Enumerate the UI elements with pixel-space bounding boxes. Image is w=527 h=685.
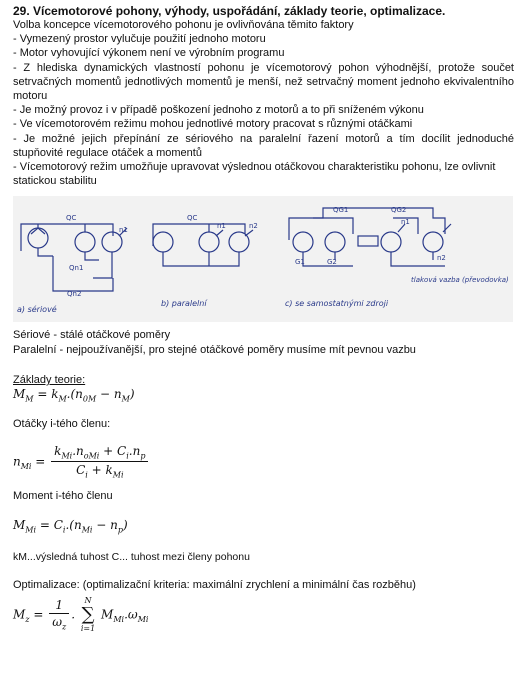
section-heading-theory: Základy teorie: <box>13 374 86 386</box>
formula-subscript: M <box>25 394 34 404</box>
pump-symbol <box>293 232 313 252</box>
formula-member-speed: $n_{Mi}$ = $\frac{k_{Mi}.n_{oMi} + C_i.n_p}{C_i + k_{Mi}}$ <box>13 444 150 480</box>
formula-subscript: Mi <box>81 525 93 535</box>
intro-line: - Z hlediska dynamických vlastností pohonu je vícemotorový pohon výhodnější, protože součet setrvačných momentů jednotlivých momentů je menší, než setrvačný moment jednoho ekvivalentního motoru <box>13 61 514 103</box>
formula-subscript: Mi <box>25 525 37 535</box>
intro-line: Volba koncepce vícemotorového pohonu je ovlivňována těmito faktory <box>13 19 354 31</box>
sketch-caption: b) paralelní <box>161 299 207 308</box>
formula-subscript: i <box>62 525 66 535</box>
formula-symbol: C <box>53 518 63 532</box>
motor-symbol <box>381 232 401 252</box>
formula-symbol: M <box>13 387 26 401</box>
notes <box>13 328 518 357</box>
formula-symbol: n <box>113 387 122 401</box>
formula-subscript: M <box>121 394 130 404</box>
sketch-label: n2 <box>249 222 258 230</box>
formula-symbol: n <box>75 387 83 401</box>
sketch-label: n1 <box>401 218 410 226</box>
sketch-parallel <box>153 214 258 308</box>
formula-symbol: ω <box>52 615 62 630</box>
sketch-label: n1 <box>217 222 226 230</box>
sketch-label: QG2 <box>391 206 407 214</box>
formula-subscript: z <box>25 614 30 624</box>
formula-limit: N <box>84 596 92 605</box>
formula-symbol: M <box>101 607 114 622</box>
sketch-caption: c) se samostatnými zdroji <box>285 299 389 308</box>
pump-symbol <box>325 232 345 252</box>
intro-line: - Motor vyhovující výkonem není ve výrobním programu <box>13 47 285 60</box>
sketch-note: tlaková vazba (převodovka) <box>411 276 509 284</box>
formula-subscript: oMi <box>83 451 100 461</box>
formula-symbol: n <box>132 444 141 458</box>
formula-symbol: M <box>13 607 26 622</box>
intro-line: - Je možný provoz i v případě poškození jednoho z motorů a to při sníženém výkonu <box>13 104 424 117</box>
pump-symbol <box>153 232 173 252</box>
formula-subscript: Mi <box>20 461 32 471</box>
sketch-separate-sources <box>285 206 509 308</box>
summation-sign: N ∑ i=1 <box>80 596 96 633</box>
label-moment: Moment i-tého členu <box>13 490 113 502</box>
formula-subscript: i <box>126 451 129 461</box>
formula-symbol: C <box>117 444 127 458</box>
formula-symbol: n <box>73 518 82 532</box>
page-title: 29. Vícemotorové pohony, výhody, uspořádání, základy teorie, optimalizace. <box>13 4 446 18</box>
formula-fraction <box>49 598 69 631</box>
motor-symbol <box>423 232 443 252</box>
formula-motor-moment: $M_M = k_M.(n_{0M} - n_M)$ <box>13 387 135 404</box>
sketch-caption: a) sériové <box>17 305 57 314</box>
formula-subscript: z <box>62 622 67 632</box>
formula-subscript: 0M <box>82 394 97 404</box>
sketch-label: QC <box>66 214 77 222</box>
formula-member-moment: $M_{Mi} = C_i.(n_{Mi} - n_p)$ <box>13 518 128 535</box>
sketch-label: G1 <box>295 258 305 266</box>
formula-symbol: n <box>76 444 84 458</box>
formula-subscript: Mi <box>112 470 124 480</box>
note-line: Paralelní - nejpoužívanější, pro stejné otáčkové poměry musíme mít pevnou vazbu <box>13 343 416 356</box>
sketch-drawing <box>13 196 513 322</box>
intro-line: - Vícemotorový režim umožňuje upravovat výslednou otáčkovou charakteristiku pohonu, lze ovlivnit statickou stabilitu <box>13 161 496 188</box>
label-stiffness: kM...výsledná tuhost C... tuhost mezi členy pohonu <box>13 551 250 563</box>
motor-symbol <box>75 232 95 252</box>
formula-subscript: Mi <box>137 614 149 624</box>
formula-symbol: C <box>76 463 86 478</box>
sketch-label: QC <box>187 214 198 222</box>
formula-limit: i=1 <box>80 624 96 633</box>
intro-line: - Je možné jejich přepínání ze sériového na paralelní řazení motorů a tím docílit jednoduché stupňovité regulace otáček a momentů <box>13 132 514 159</box>
formula-symbol: 1 <box>49 598 69 614</box>
sketch-label: G2 <box>327 258 337 266</box>
sketch-label: n1 <box>119 226 128 234</box>
formula-subscript: p <box>140 451 146 461</box>
sketch-label: n2 <box>437 254 446 262</box>
formula-subscript: i <box>85 470 88 480</box>
formula-fraction: $\frac{k_{Mi}.n_{oMi} + C_i.n_p}{C_i + k_{Mi}}$ <box>51 444 148 480</box>
formula-symbol: M <box>13 518 26 532</box>
formula-symbol: n <box>13 454 21 469</box>
intro-line: - Ve vícemotorovém režimu mohou jednotlivé motory pracovat s různými otáčkami <box>13 118 413 131</box>
formula-symbol: k <box>105 463 113 478</box>
formula-subscript: M <box>58 394 67 404</box>
sketch-serial <box>17 214 128 314</box>
formula-subscript: Mi <box>113 614 125 624</box>
note-line: Sériové - stálé otáčkové poměry <box>13 329 171 341</box>
intro-text <box>13 18 514 188</box>
motor-symbol <box>102 232 122 252</box>
sketch-label: QG1 <box>333 206 349 214</box>
label-optimization: Optimalizace: (optimalizační kriteria: maximální zrychlení a minimální čas rozběhu) <box>13 579 416 591</box>
formula-subscript: p <box>117 525 124 535</box>
hydraulic-sketch <box>13 196 513 322</box>
sketch-label: Qn2 <box>67 290 82 298</box>
formula-symbol: ω <box>127 607 138 622</box>
formula-optimization: $M_z$ = $\frac{1}{\omega_z}$ . N ∑ i=1 $M_{Mi}.\omega_{Mi}$ <box>13 596 149 633</box>
formula-symbol: k <box>51 387 59 401</box>
pump-symbol <box>28 228 48 248</box>
label-speed: Otáčky i-tého členu: <box>13 418 111 430</box>
formula-subscript: Mi <box>61 451 73 461</box>
intro-line: - Vymezený prostor vylučuje použití jednoho motoru <box>13 33 266 46</box>
motor-symbol <box>199 232 219 252</box>
sketch-label: Qn1 <box>69 264 84 272</box>
formula-symbol: n <box>110 518 118 532</box>
formula-symbol: k <box>54 444 62 458</box>
